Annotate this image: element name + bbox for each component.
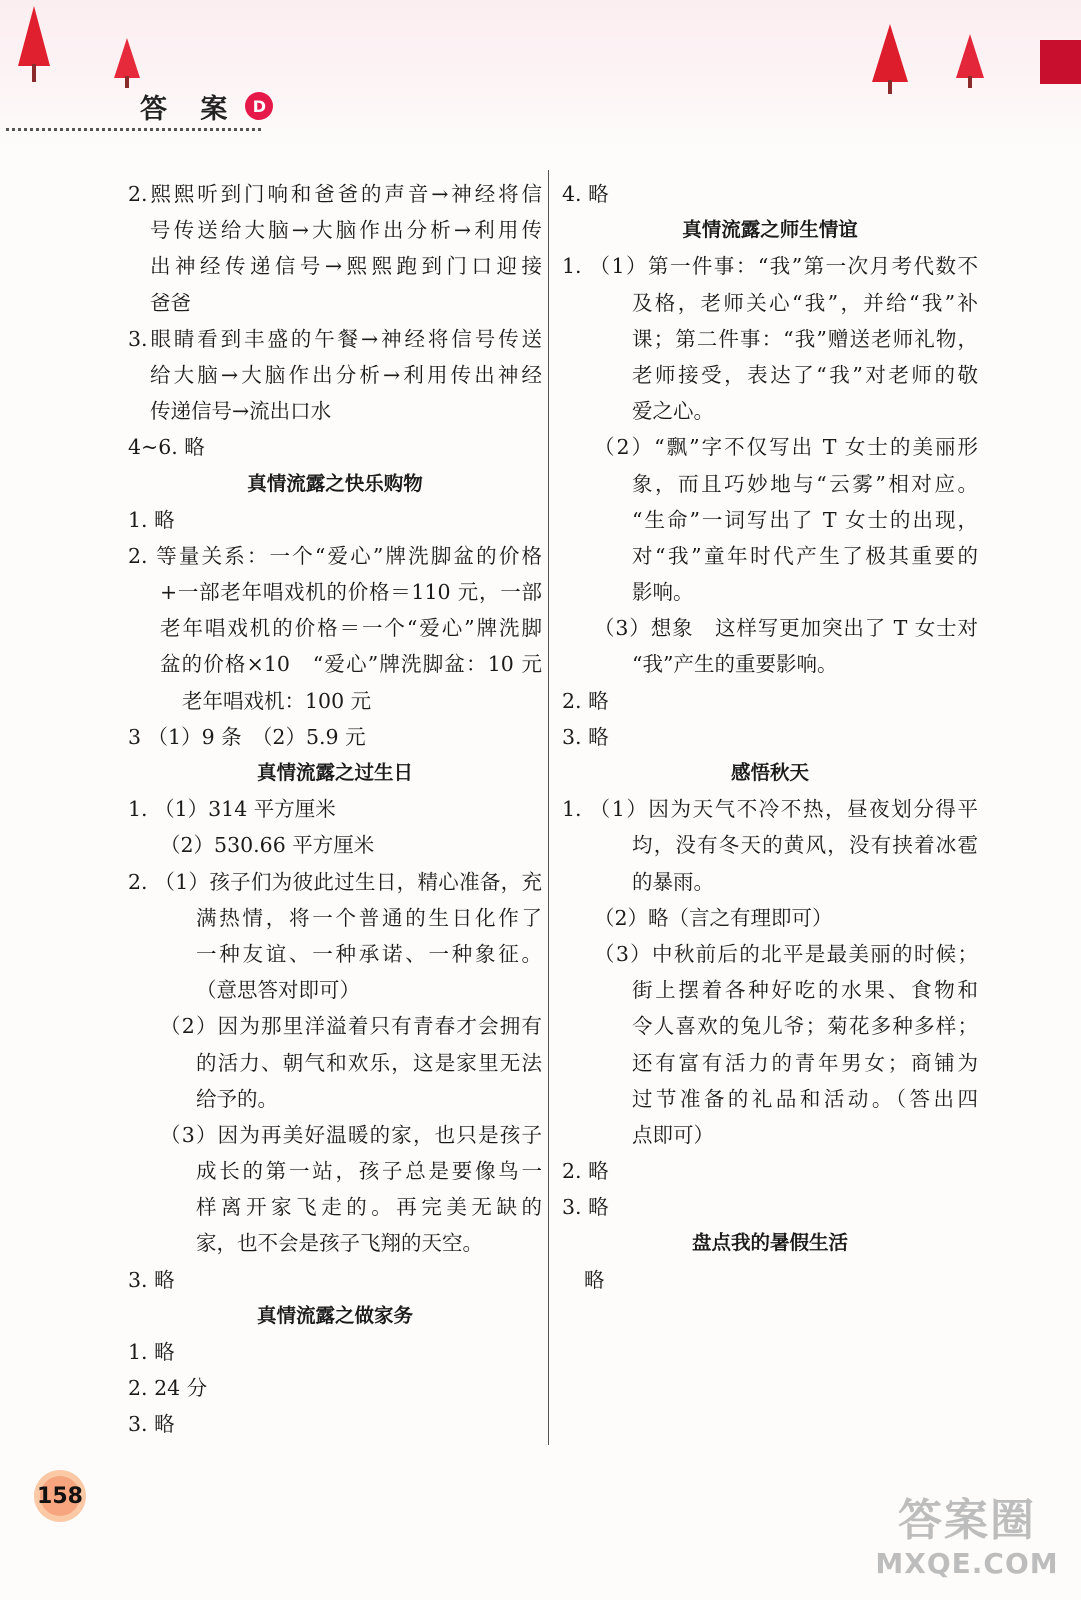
answer-line: 号传送给大脑→大脑作出分析→利用传 bbox=[150, 218, 542, 243]
watermark-bottom: MXQE.COM bbox=[875, 1547, 1059, 1580]
answer-line: 3. 略 bbox=[128, 1267, 175, 1292]
answer-line: “生命”一词写出了 T 女士的出现， bbox=[632, 507, 978, 532]
answer-line: 2. 24 分 bbox=[128, 1376, 208, 1401]
answer-line: 1. 略 bbox=[128, 507, 175, 532]
section-heading: 真情流露之做家务 bbox=[256, 1303, 413, 1327]
answer-badge: D bbox=[245, 92, 273, 120]
dotted-underline bbox=[6, 128, 261, 131]
answer-line: 2.熙熙听到门响和爸爸的声音→神经将信 bbox=[128, 182, 542, 206]
answer-line: （2）略（言之有理即可） bbox=[594, 905, 833, 930]
answer-line: 1. （1）因为天气不冷不热，昼夜划分得平 bbox=[562, 797, 978, 822]
page-number-badge bbox=[14, 1466, 106, 1526]
answer-line: 2. 略 bbox=[562, 688, 609, 713]
answer-line: 还有富有活力的青年男女；商铺为 bbox=[632, 1050, 978, 1075]
watermark bbox=[867, 1495, 1067, 1590]
answer-line: 课；第二件事：“我”赠送老师礼物， bbox=[632, 326, 978, 351]
page-number: 158 bbox=[37, 1483, 83, 1509]
answer-line: （3）想象 这样写更加突出了 T 女士对 bbox=[594, 616, 978, 641]
answer-line: 1. 略 bbox=[128, 1340, 175, 1364]
answer-line: （意思答对即可） bbox=[196, 978, 360, 1003]
answer-line: 过节准备的礼品和活动。（答出四 bbox=[632, 1086, 978, 1111]
answer-line: 给大脑→大脑作出分析→利用传出神经 bbox=[150, 362, 542, 387]
answer-line: 出神经传递信号→熙熙跑到门口迎接 bbox=[150, 254, 542, 279]
answer-line: 点即可） bbox=[632, 1122, 714, 1147]
answer-line: 老年唱戏机的价格＝一个“爱心”牌洗脚 bbox=[160, 616, 542, 641]
section-heading: 真情流露之过生日 bbox=[256, 761, 413, 784]
answer-title bbox=[140, 86, 273, 126]
tree-icon bbox=[112, 38, 142, 90]
corner-tab bbox=[1040, 40, 1081, 84]
answer-line: 及格，老师关心“我”，并给“我”补 bbox=[632, 290, 978, 315]
answer-line: 对“我”童年时代产生了极其重要的 bbox=[632, 543, 978, 568]
answer-line: 2. 略 bbox=[562, 1159, 609, 1184]
answer-line: 样离开家飞走的。再完美无缺的 bbox=[196, 1195, 542, 1220]
answer-line: 爱之心。 bbox=[632, 399, 714, 424]
answer-line: 3. 略 bbox=[562, 1195, 609, 1220]
section-heading: 真情流露之师生情谊 bbox=[682, 218, 858, 242]
answer-line: （3）中秋前后的北平是最美丽的时候； bbox=[594, 941, 978, 966]
section-heading: 盘点我的暑假生活 bbox=[691, 1231, 848, 1255]
answer-line: “我”产生的重要影响。 bbox=[632, 652, 838, 677]
answer-line: 象，而且巧妙地与“云雾”相对应。 bbox=[632, 471, 978, 496]
answer-line: 老师接受，表达了“我”对老师的敬 bbox=[632, 362, 978, 387]
answer-line: 成长的第一站，孩子总是要像鸟一 bbox=[196, 1159, 542, 1184]
section-heading: 真情流露之快乐购物 bbox=[247, 471, 423, 495]
answer-line: 家，也不会是孩子飞翔的天空。 bbox=[196, 1231, 483, 1256]
tree-icon bbox=[868, 24, 912, 96]
answer-line: 3.眼睛看到丰盛的午餐→神经将信号传送 bbox=[128, 326, 542, 351]
answer-line: 4~6. 略 bbox=[128, 435, 205, 460]
left-column bbox=[128, 176, 542, 1443]
answer-line: 1. （1）314 平方厘米 bbox=[128, 797, 336, 822]
answer-line: 一种友谊、一种承诺、一种象征。 bbox=[196, 941, 542, 966]
answer-line: 4. 略 bbox=[562, 182, 609, 206]
answer-line: 3 （1）9 条 （2）5.9 元 bbox=[128, 724, 366, 749]
answer-line: 令人喜欢的兔儿爷；菊花多种多样； bbox=[632, 1014, 978, 1039]
answer-line: （3）因为再美好温暖的家，也只是孩子 bbox=[160, 1122, 542, 1147]
answer-line: 满热情，将一个普通的生日化作了 bbox=[196, 905, 542, 930]
answer-line: 传递信号→流出口水 bbox=[150, 399, 332, 424]
tree-icon bbox=[14, 6, 54, 84]
answer-line: 的活力、朝气和欢乐，这是家里无法 bbox=[196, 1050, 542, 1075]
answer-line: （2）“飘”字不仅写出 T 女士的美丽形 bbox=[594, 435, 978, 460]
answer-line: 爸爸 bbox=[150, 290, 191, 315]
watermark-top: 答案圈 bbox=[898, 1495, 1036, 1546]
answer-line: 均，没有冬天的黄风，没有挟着冰雹 bbox=[632, 833, 978, 858]
answer-line: 影响。 bbox=[632, 580, 694, 605]
answer-title-text: 答 案 bbox=[140, 93, 240, 125]
answer-line: +一部老年唱戏机的价格＝110 元，一部 bbox=[160, 580, 542, 605]
right-column bbox=[562, 176, 978, 1298]
answer-line: 2. 等量关系：一个“爱心”牌洗脚盆的价格 bbox=[128, 543, 542, 568]
answer-line: 老年唱戏机：100 元 bbox=[182, 688, 372, 713]
answer-line: 2. （1）孩子们为彼此过生日，精心准备，充 bbox=[128, 869, 542, 894]
answer-line: 3. 略 bbox=[562, 724, 609, 749]
answer-line: 给予的。 bbox=[196, 1086, 278, 1111]
answer-line: 盆的价格×10 “爱心”牌洗脚盆：10 元 bbox=[160, 652, 542, 677]
section-heading: 感悟秋天 bbox=[730, 761, 809, 784]
answer-line: 3. 略 bbox=[128, 1412, 175, 1437]
answer-line: 街上摆着各种好吃的水果、食物和 bbox=[632, 978, 978, 1003]
answer-line: （2）530.66 平方厘米 bbox=[160, 833, 375, 858]
column-divider bbox=[548, 170, 549, 1445]
answer-line: （2）因为那里洋溢着只有青春才会拥有 bbox=[160, 1014, 542, 1039]
tree-icon bbox=[954, 34, 986, 90]
answer-line: 的暴雨。 bbox=[632, 869, 714, 894]
header-banner bbox=[0, 0, 1081, 150]
answer-line: 1. （1）第一件事：“我”第一次月考代数不 bbox=[562, 254, 978, 279]
answer-line: 略 bbox=[584, 1267, 605, 1292]
